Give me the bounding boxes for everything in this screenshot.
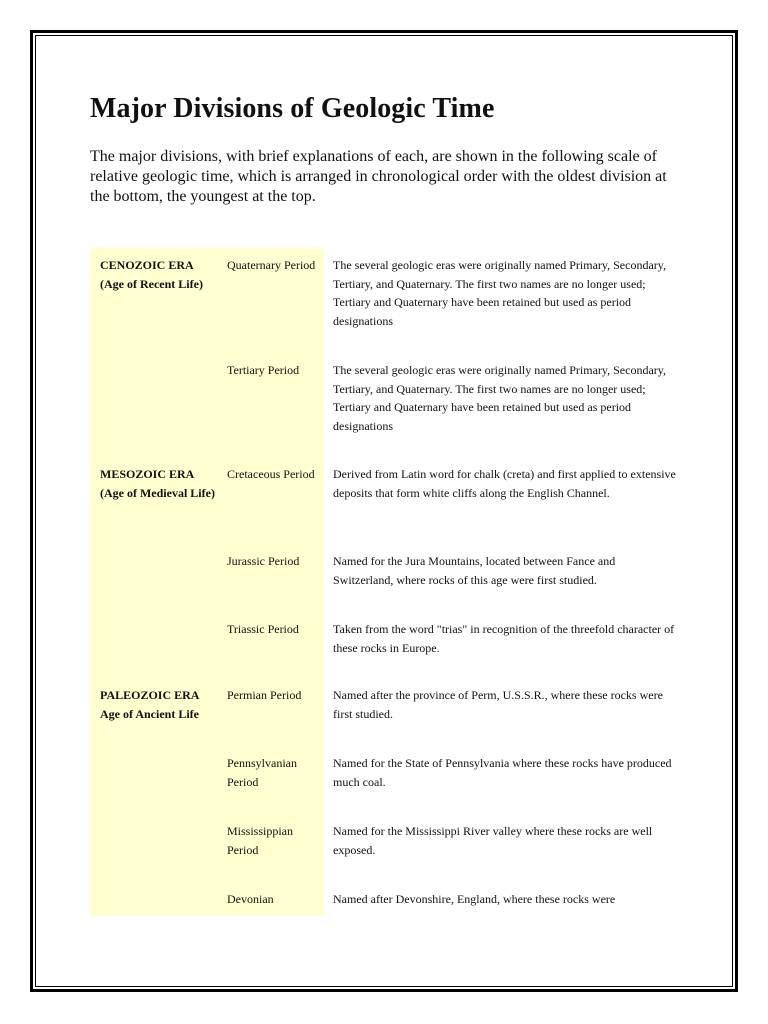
period-label: Cretaceous Period bbox=[227, 467, 315, 481]
period-description: Named for the State of Pennsylvania where these rocks have produced much coal. bbox=[333, 756, 672, 789]
period-label: Pennsylvanian Period bbox=[227, 756, 297, 789]
period-label: Triassic Period bbox=[227, 622, 299, 636]
period-description: Named after Devonshire, England, where these rocks were bbox=[333, 892, 616, 906]
period-label: Devonian bbox=[227, 892, 274, 906]
period-description: Taken from the word "trias" in recognition of the threefold character of these rocks in Europe. bbox=[333, 622, 675, 655]
period-description: Named for the Jura Mountains, located between Fance and Switzerland, where rocks of this age were first studied. bbox=[333, 554, 616, 587]
period-description: Named for the Mississippi River valley where these rocks are well exposed. bbox=[333, 824, 653, 857]
period-label: Quaternary Period bbox=[227, 258, 316, 272]
period-description: Derived from Latin word for chalk (creta) and first applied to extensive deposits that form white cliffs along the English Channel. bbox=[333, 467, 676, 500]
era-label: CENOZOIC ERA (Age of Recent Life) bbox=[100, 258, 203, 291]
era-label: MESOZOIC ERA (Age of Medieval Life) bbox=[100, 467, 215, 500]
period-label: Tertiary Period bbox=[227, 363, 300, 377]
period-description: The several geologic eras were originally named Primary, Secondary, Tertiary, and Quaternary. The first two names are no longer used; Tertiary and Quaternary have been retained but used as period designations bbox=[333, 258, 666, 328]
period-description: Named after the province of Perm, U.S.S.R., where these rocks were first studied. bbox=[333, 688, 663, 721]
page-title: Major Divisions of Geologic Time bbox=[90, 93, 495, 124]
period-label: Mississippian Period bbox=[227, 824, 294, 857]
period-description: The several geologic eras were originally named Primary, Secondary, Tertiary, and Quaternary. The first two names are no longer used; Tertiary and Quaternary have been retained but used as period designations bbox=[333, 363, 666, 433]
period-label: Jurassic Period bbox=[227, 554, 300, 568]
period-label: Permian Period bbox=[227, 688, 302, 702]
era-label: PALEOZOIC ERA Age of Ancient Life bbox=[100, 688, 199, 721]
era-column-background bbox=[90, 248, 324, 916]
intro-paragraph: The major divisions, with brief explanations of each, are shown in the following scale of relative geologic time, which is arranged in chronological order with the oldest division at the bottom, the youngest at the top. bbox=[90, 148, 667, 205]
